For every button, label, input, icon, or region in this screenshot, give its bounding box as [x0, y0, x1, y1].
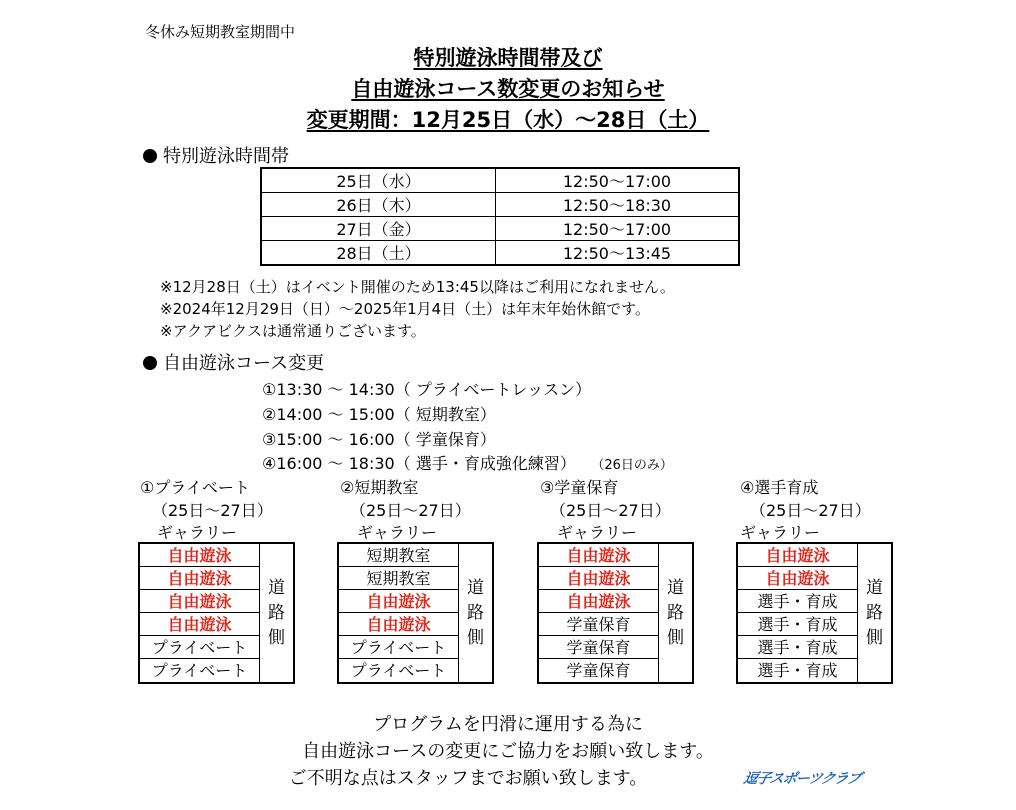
road-char: 路 [467, 602, 484, 623]
courses-heading-text: 自由遊泳コース変更 [163, 353, 325, 374]
lane-cell: 選手・育成 [738, 636, 858, 659]
schedule-time: 12:50～13:45 [496, 241, 740, 266]
schedule-day: 26日（木） [261, 193, 496, 217]
course-item-text: ③15:00 ～ 16:00（ 学童保育） [262, 430, 496, 449]
footer-line3: ご不明な点はスタッフまでお願い致します。 [288, 768, 648, 789]
course-item-text: ④16:00 ～ 18:30（ 選手・育成強化練習） [262, 454, 576, 473]
road-side-label [858, 544, 891, 682]
course-item [262, 427, 496, 450]
lane-map [337, 542, 494, 684]
lane-cell: 自由遊泳 [140, 544, 260, 567]
lane-cell: プライベート [339, 636, 459, 659]
lane-cell: 学童保育 [539, 659, 659, 682]
course-item-text: ①13:30 ～ 14:30（ プライベートレッスン） [262, 380, 592, 399]
road-char: 路 [268, 602, 285, 623]
lane-cell: 自由遊泳 [339, 590, 459, 613]
schedule-day: 28日（土） [261, 241, 496, 266]
lane-map-title: ②短期教室 [340, 478, 419, 497]
lane-cell: 自由遊泳 [539, 567, 659, 590]
notice-title-line1: 特別遊泳時間帯及び [413, 46, 603, 70]
lane-cell: 短期教室 [339, 567, 459, 590]
bullet-icon [143, 356, 157, 370]
lane-cell: 自由遊泳 [539, 590, 659, 613]
special-heading-text: 特別遊泳時間帯 [163, 146, 289, 167]
footer-line2: 自由遊泳コースの変更にご協力をお願い致します。 [302, 741, 714, 762]
bullet-icon [143, 149, 157, 163]
lane-column [539, 544, 659, 682]
schedule-time: 12:50～17:00 [496, 217, 740, 241]
courses-heading [143, 349, 324, 375]
lane-cell: 自由遊泳 [738, 544, 858, 567]
table-row [261, 193, 739, 217]
road-char: 道 [667, 577, 684, 598]
schedule-day: 25日（水） [261, 168, 496, 193]
special-schedule-table [260, 167, 740, 266]
lane-cell: 学童保育 [539, 613, 659, 636]
lane-cell: 自由遊泳 [140, 590, 260, 613]
schedule-time: 12:50～17:00 [496, 168, 740, 193]
lane-cell: 短期教室 [339, 544, 459, 567]
road-char: 側 [467, 627, 484, 648]
lane-map-gallery: ギャラリー [740, 523, 821, 542]
notice-subtitle: 冬休み短期教室期間中 [145, 23, 296, 41]
lane-map-period: （25日～27日） [750, 501, 871, 520]
lane-cell: 自由遊泳 [738, 567, 858, 590]
table-row [261, 168, 739, 193]
lane-map-title: ③学童保育 [540, 478, 619, 497]
road-side-label [459, 544, 492, 682]
lane-map [537, 542, 694, 684]
lane-map-gallery: ギャラリー [557, 523, 638, 542]
course-item [262, 451, 673, 474]
course-item [262, 402, 496, 425]
footer-line1: プログラムを円滑に運用する為に [373, 714, 643, 735]
notice-title-line3: 変更期間：12月25日（水）～28日（土） [306, 108, 710, 132]
lane-cell: 選手・育成 [738, 590, 858, 613]
lane-cell: プライベート [140, 636, 260, 659]
lane-cell: 自由遊泳 [140, 613, 260, 636]
lane-cell: 自由遊泳 [539, 544, 659, 567]
lane-map [736, 542, 893, 684]
special-heading [143, 142, 289, 168]
table-row [261, 241, 739, 266]
notice-title-line2: 自由遊泳コース数変更のお知らせ [351, 77, 665, 101]
lane-map-gallery: ギャラリー [157, 523, 238, 542]
schedule-time: 12:50～18:30 [496, 193, 740, 217]
lane-cell: プライベート [140, 659, 260, 682]
lane-column [140, 544, 260, 682]
note-line: ※2024年12月29日（日）～2025年1月4日（土）は年末年始休館です。 [160, 300, 650, 318]
note-line: ※アクアビクスは通常通りございます。 [160, 322, 426, 340]
lane-column [738, 544, 858, 682]
lane-map-period: （25日～27日） [152, 501, 273, 520]
note-line: ※12月28日（土）はイベント開催のため13:45以降はご利用になれません。 [160, 278, 675, 296]
road-char: 道 [467, 577, 484, 598]
road-char: 道 [866, 577, 883, 598]
lane-map-gallery: ギャラリー [357, 523, 438, 542]
road-char: 路 [866, 602, 883, 623]
road-side-label [659, 544, 692, 682]
club-logo: 逗子スポーツクラブ [742, 771, 862, 787]
road-char: 道 [268, 577, 285, 598]
lane-cell: 選手・育成 [738, 659, 858, 682]
road-side-label [260, 544, 293, 682]
schedule-day: 27日（金） [261, 217, 496, 241]
course-item-note: （26日のみ） [597, 458, 673, 473]
lane-map-title: ①プライベート [140, 478, 250, 497]
lane-cell: 学童保育 [539, 636, 659, 659]
course-item-text: ②14:00 ～ 15:00（ 短期教室） [262, 405, 496, 424]
road-char: 側 [268, 627, 285, 648]
lane-cell: 自由遊泳 [339, 613, 459, 636]
course-item [262, 377, 591, 400]
lane-cell: プライベート [339, 659, 459, 682]
road-char: 側 [667, 627, 684, 648]
road-char: 路 [667, 602, 684, 623]
lane-map-title: ④選手育成 [740, 478, 819, 497]
lane-map [138, 542, 295, 684]
lane-map-period: （25日～27日） [550, 501, 671, 520]
table-row [261, 217, 739, 241]
lane-cell: 選手・育成 [738, 613, 858, 636]
lane-map-period: （25日～27日） [350, 501, 471, 520]
road-char: 側 [866, 627, 883, 648]
lane-column [339, 544, 459, 682]
lane-cell: 自由遊泳 [140, 567, 260, 590]
